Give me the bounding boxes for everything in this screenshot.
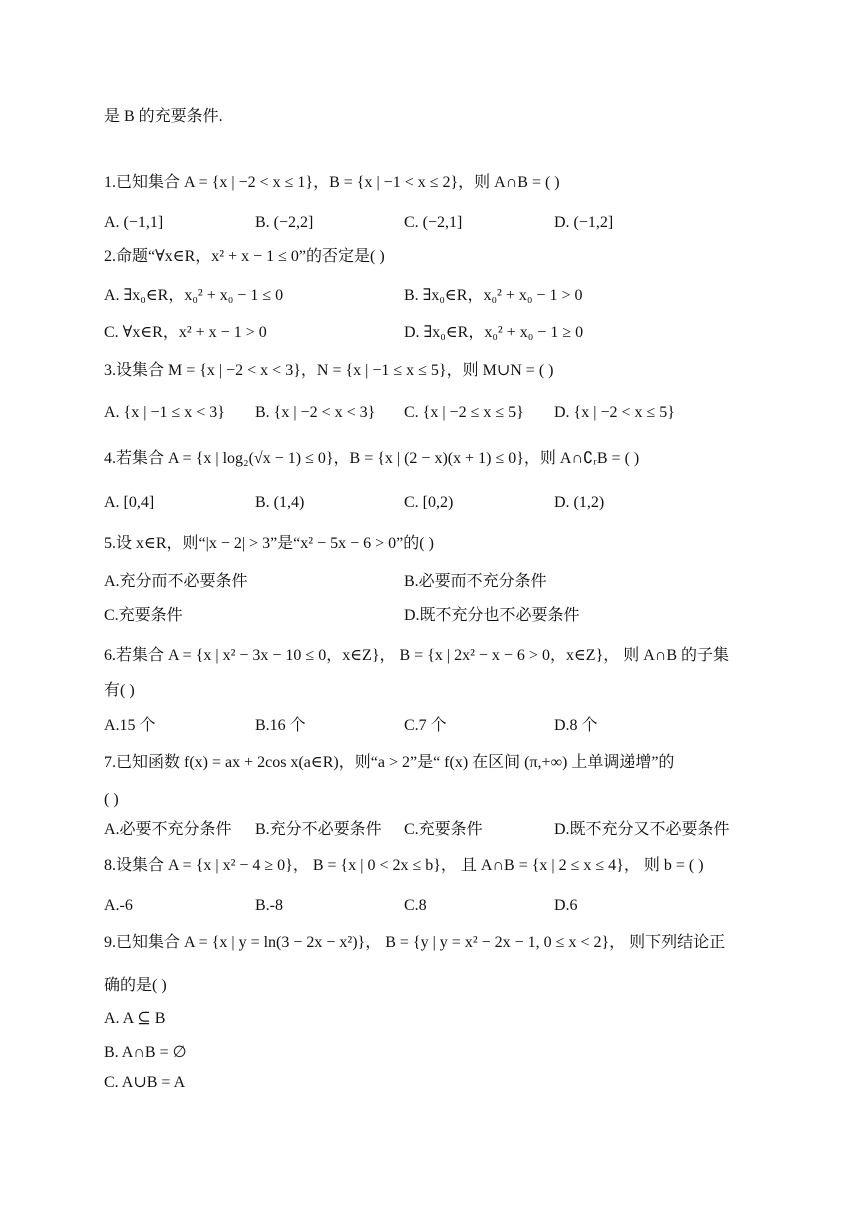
question-6-stem: 6.若集合 A = {x | x² − 3x − 10 ≤ 0，x∈Z}， B = {x | 2x² − x − 6 > 0，x∈Z}， 则 A∩B 的子集 — [104, 647, 730, 664]
question-7-stem-continued: ( ) — [104, 791, 119, 808]
question-6-option-a: A.15 个 — [104, 717, 156, 734]
question-3-option-b: B. {x | −2 < x < 3} — [255, 404, 376, 421]
question-2-option-a: A. ∃x₀∈R，x₀² + x₀ − 1 ≤ 0 — [104, 287, 284, 304]
question-1-option-b: B. (−2,2] — [255, 214, 314, 231]
question-8-option-c: C.8 — [404, 897, 427, 914]
question-4-option-c: C. [0,2) — [404, 494, 454, 511]
question-9-stem-continued: 确的是( ) — [104, 977, 167, 994]
question-7-option-c: C.充要条件 — [404, 821, 483, 838]
question-7-option-b: B.充分不必要条件 — [255, 821, 382, 838]
question-4-option-a: A. [0,4] — [104, 494, 155, 511]
intro-text: 是 B 的充要条件. — [104, 108, 223, 125]
question-8-option-d: D.6 — [554, 897, 578, 914]
question-2-option-d: D. ∃x₀∈R，x₀² + x₀ − 1 ≥ 0 — [404, 324, 584, 341]
question-5-option-c: C.充要条件 — [104, 607, 183, 624]
question-3-option-c: C. {x | −2 ≤ x ≤ 5} — [404, 404, 524, 421]
question-4-stem: 4.若集合 A = {x | log₂(√x − 1) ≤ 0}，B = {x | (2 − x)(x + 1) ≤ 0}，则 A∩∁ᵣB = ( ) — [104, 450, 640, 467]
question-4-option-d: D. (1,2) — [554, 494, 605, 511]
question-3-stem: 3.设集合 M = {x | −2 < x < 3}，N = {x | −1 ≤ x ≤ 5}，则 M∪N = ( ) — [104, 362, 554, 379]
question-1-option-a: A. (−1,1] — [104, 214, 164, 231]
question-1-stem: 1.已知集合 A = {x | −2 < x ≤ 1}，B = {x | −1 < x ≤ 2}，则 A∩B = ( ) — [104, 174, 560, 191]
question-1-option-c: C. (−2,1] — [404, 214, 463, 231]
question-9-option-b: B. A∩B = ∅ — [104, 1044, 187, 1061]
question-2-stem: 2.命题“∀x∈R，x² + x − 1 ≤ 0”的否定是( ) — [104, 248, 385, 265]
question-4-option-b: B. (1,4) — [255, 494, 305, 511]
question-9-stem: 9.已知集合 A = {x | y = ln(3 − 2x − x²)}， B = {y | y = x² − 2x − 1, 0 ≤ x < 2}， 则下列结论正 — [104, 934, 726, 951]
question-8-stem: 8.设集合 A = {x | x² − 4 ≥ 0}， B = {x | 0 < 2x ≤ b}， 且 A∩B = {x | 2 ≤ x ≤ 4}， 则 b = ( ) — [104, 857, 704, 874]
question-7-option-d: D.既不充分又不必要条件 — [554, 821, 730, 838]
question-2-option-c: C. ∀x∈R，x² + x − 1 > 0 — [104, 324, 267, 341]
question-8-option-b: B.-8 — [255, 897, 283, 914]
question-5-stem: 5.设 x∈R，则“|x − 2| > 3”是“x² − 5x − 6 > 0”的( ) — [104, 535, 434, 552]
question-3-option-d: D. {x | −2 < x ≤ 5} — [554, 404, 675, 421]
question-5-option-b: B.必要而不充分条件 — [404, 573, 547, 590]
question-6-option-d: D.8 个 — [554, 717, 598, 734]
question-3-option-a: A. {x | −1 ≤ x < 3} — [104, 404, 225, 421]
question-9-option-c: C. A∪B = A — [104, 1074, 186, 1091]
question-7-option-a: A.必要不充分条件 — [104, 821, 232, 838]
question-5-option-d: D.既不充分也不必要条件 — [404, 607, 580, 624]
question-5-option-a: A.充分而不必要条件 — [104, 573, 248, 590]
question-9-option-a: A. A ⊆ B — [104, 1010, 166, 1027]
question-6-option-b: B.16 个 — [255, 717, 306, 734]
question-1-option-d: D. (−1,2] — [554, 214, 614, 231]
question-6-option-c: C.7 个 — [404, 717, 447, 734]
question-8-option-a: A.-6 — [104, 897, 133, 914]
question-6-stem-continued: 有( ) — [104, 682, 135, 699]
question-7-stem: 7.已知函数 f(x) = ax + 2cos x(a∈R)，则“a > 2”是“ f(x) 在区间 (π,+∞) 上单调递增”的 — [104, 754, 675, 771]
question-2-option-b: B. ∃x₀∈R，x₀² + x₀ − 1 > 0 — [404, 287, 583, 304]
